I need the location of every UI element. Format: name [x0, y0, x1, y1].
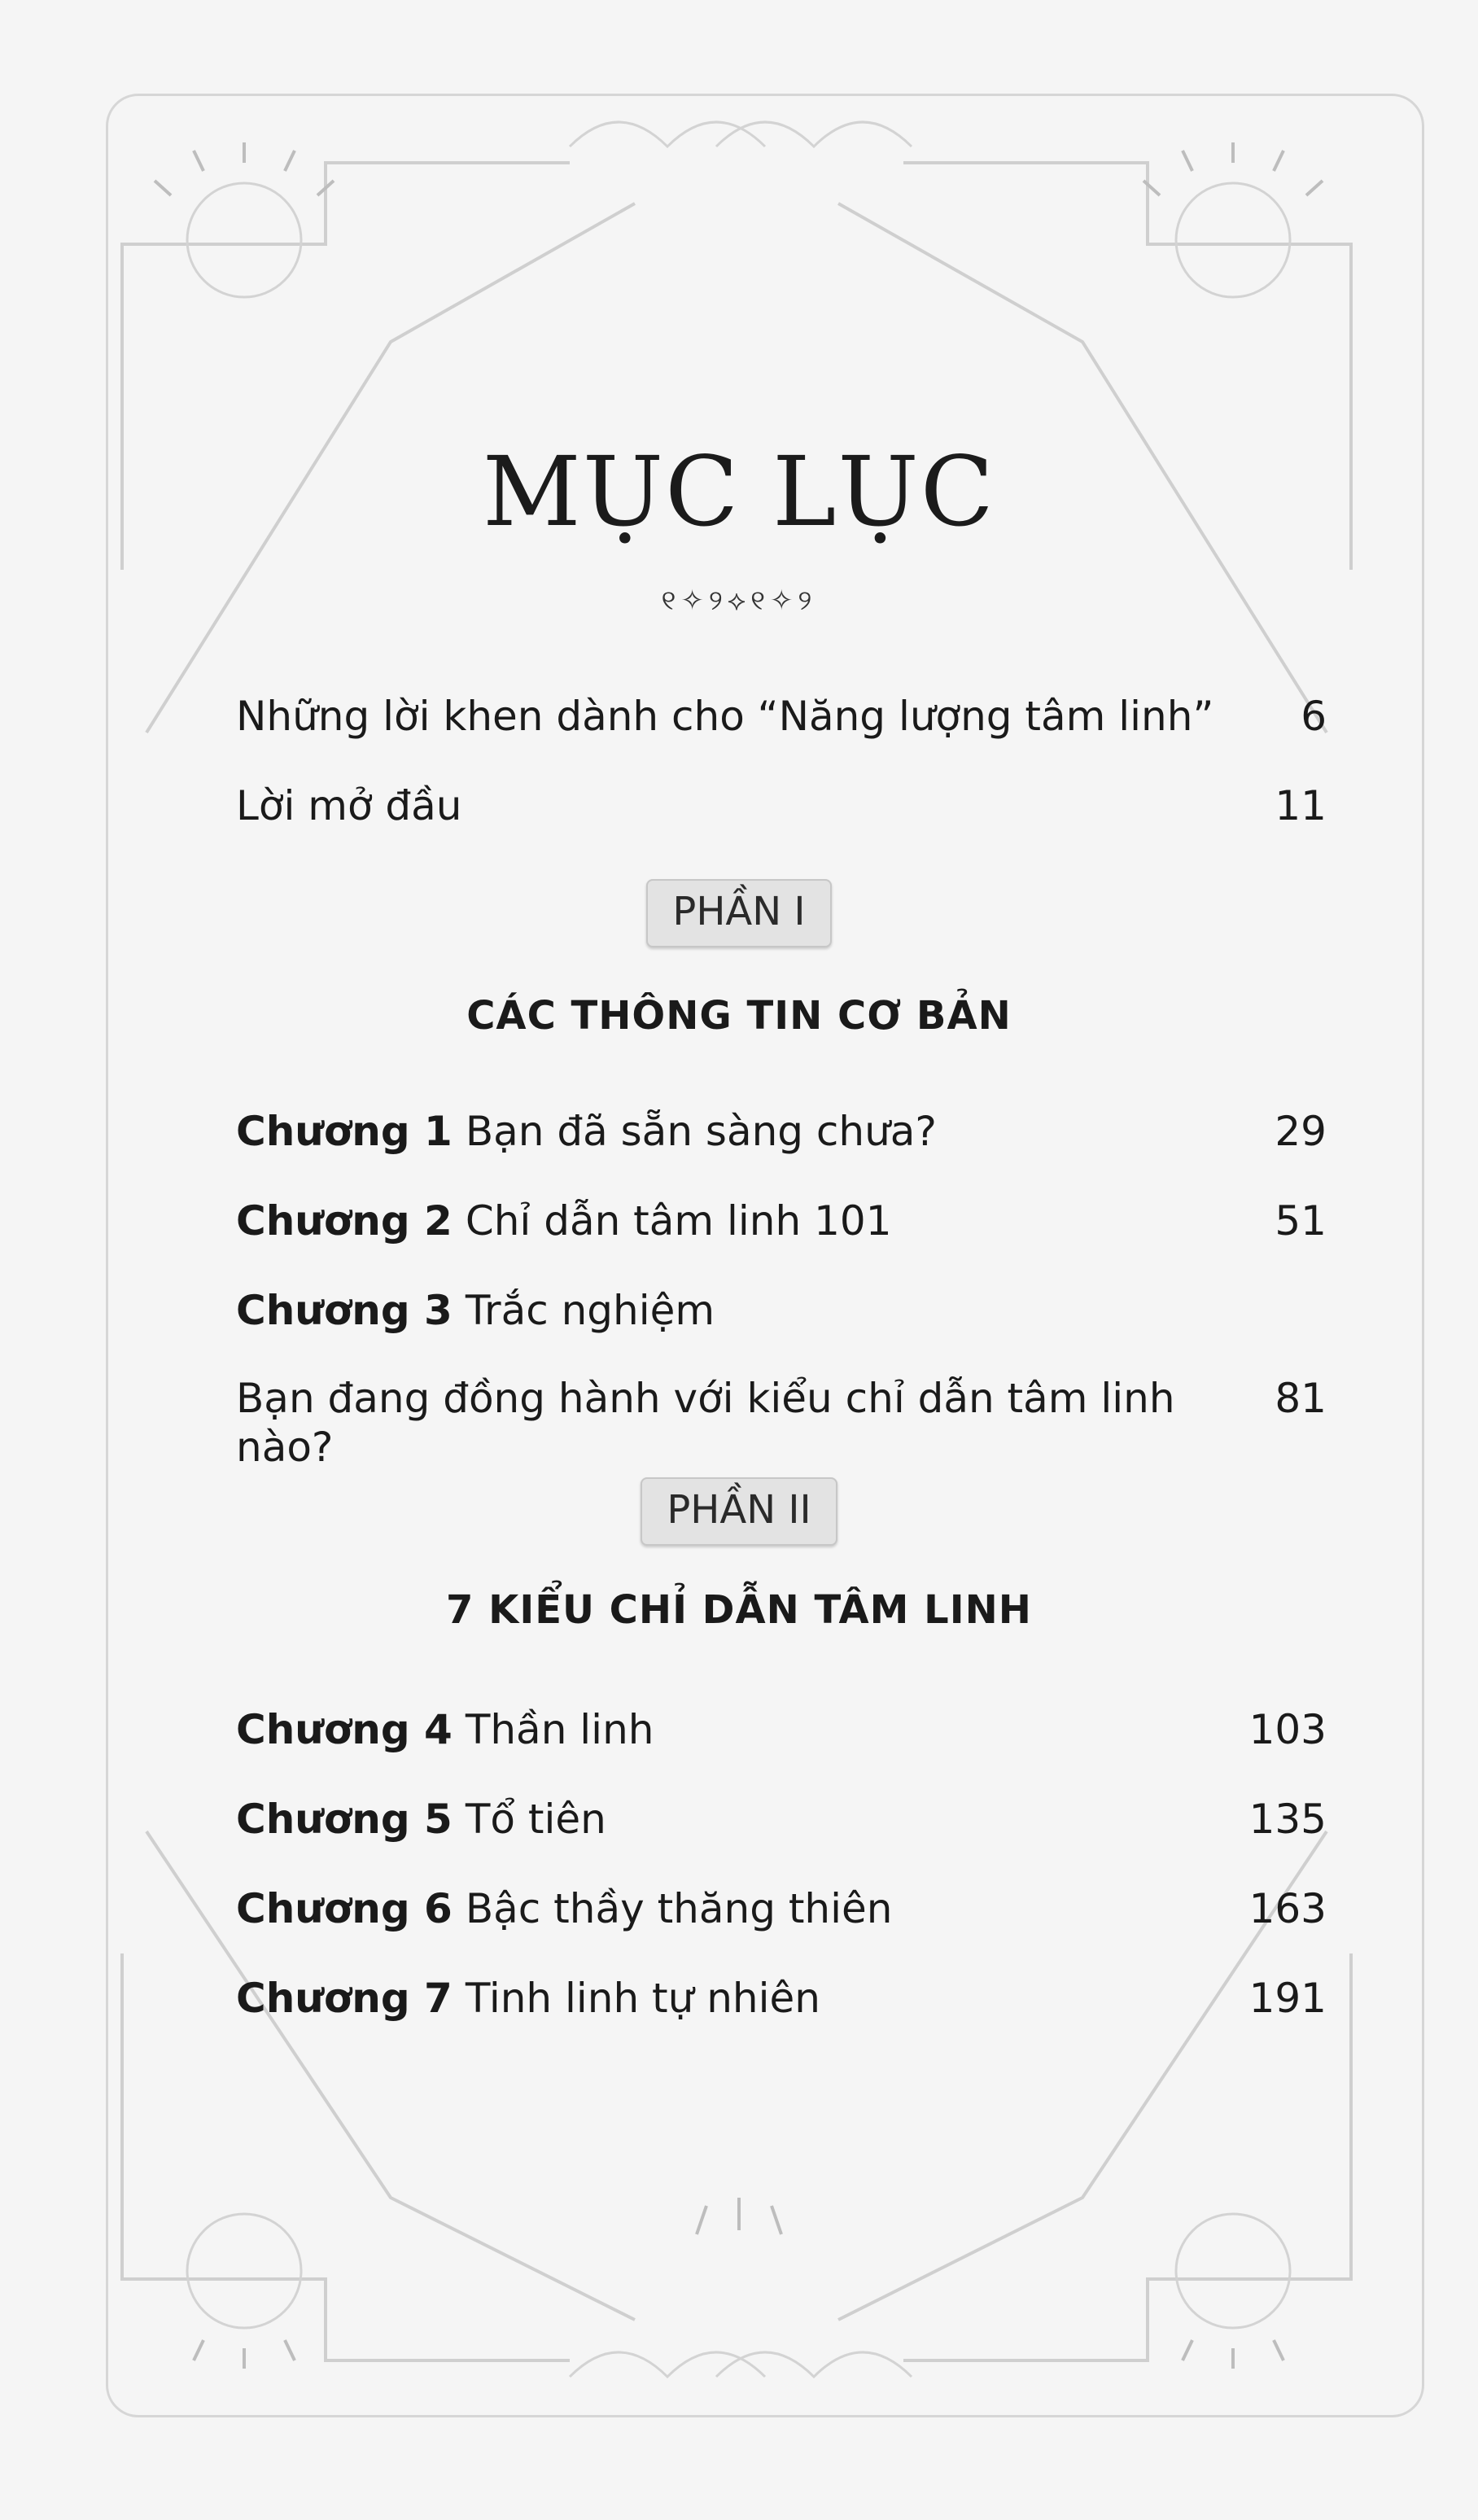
- toc-entry-text: Lời mở đầu: [236, 782, 462, 829]
- toc-page-number: 6: [1301, 693, 1327, 740]
- toc-entry-text: Những lời khen dành cho “Năng lượng tâm linh”: [236, 693, 1214, 740]
- toc-entry-chapter-6[interactable]: [236, 1884, 1327, 1933]
- toc-entry-praise[interactable]: [236, 692, 1327, 741]
- toc-entry-chapter-3-continued[interactable]: [236, 1374, 1327, 1472]
- toc-page-number: 103: [1248, 1706, 1327, 1753]
- part-1-label: PHẦN I: [646, 879, 831, 947]
- chapter-label: Chương 5: [236, 1796, 453, 1843]
- toc-entry-text: Chỉ dẫn tâm linh 101: [465, 1197, 892, 1245]
- chapter-label: Chương 1: [236, 1108, 453, 1155]
- title-flourish: ୧✧୨⟡୧✧୨: [661, 584, 817, 617]
- toc-page-number: 135: [1248, 1796, 1327, 1843]
- part-1-badge: [0, 879, 1478, 947]
- toc-entry-text: Bạn đã sẵn sàng chưa?: [465, 1108, 937, 1155]
- chapter-label: Chương 7: [236, 1975, 453, 2022]
- toc-entry-text: Bạn đang đồng hành với kiểu chỉ dẫn tâm linh nào?: [236, 1375, 1175, 1471]
- toc-page-number: 191: [1248, 1975, 1327, 2022]
- toc-entry-text: Trắc nghiệm: [465, 1287, 715, 1334]
- toc-page-number: 81: [1275, 1375, 1327, 1422]
- toc-entry-foreword[interactable]: [236, 781, 1327, 830]
- toc-entry-text: Bậc thầy thăng thiên: [465, 1885, 893, 1932]
- toc-entry-chapter-1[interactable]: [236, 1107, 1327, 1156]
- chapter-label: Chương 2: [236, 1197, 453, 1245]
- chapter-label: Chương 3: [236, 1287, 453, 1334]
- toc-entry-text: Tổ tiên: [465, 1796, 606, 1843]
- part-1-title: CÁC THÔNG TIN CƠ BẢN: [466, 993, 1012, 1039]
- toc-page-number: 29: [1275, 1108, 1327, 1155]
- toc-entry-text: Thần linh: [465, 1706, 654, 1753]
- toc-entry-chapter-5[interactable]: [236, 1795, 1327, 1844]
- toc-entry-chapter-4[interactable]: [236, 1705, 1327, 1754]
- chapter-label: Chương 6: [236, 1885, 453, 1932]
- toc-entry-chapter-3[interactable]: [236, 1286, 1327, 1335]
- part-2-label: PHẦN II: [641, 1477, 837, 1546]
- part-2-badge: [0, 1477, 1478, 1546]
- part-2-title: 7 KIỂU CHỈ DẪN TÂM LINH: [446, 1587, 1032, 1633]
- toc-page-number: 163: [1248, 1885, 1327, 1932]
- toc-entry-text: Tinh linh tự nhiên: [465, 1975, 820, 2022]
- toc-page-number: 11: [1275, 782, 1327, 829]
- toc-entry-chapter-7[interactable]: [236, 1974, 1327, 2023]
- toc-entry-chapter-2[interactable]: [236, 1197, 1327, 1245]
- chapter-label: Chương 4: [236, 1706, 453, 1753]
- page-title: MỤC LỤC: [482, 435, 996, 548]
- toc-page-number: 51: [1275, 1197, 1327, 1245]
